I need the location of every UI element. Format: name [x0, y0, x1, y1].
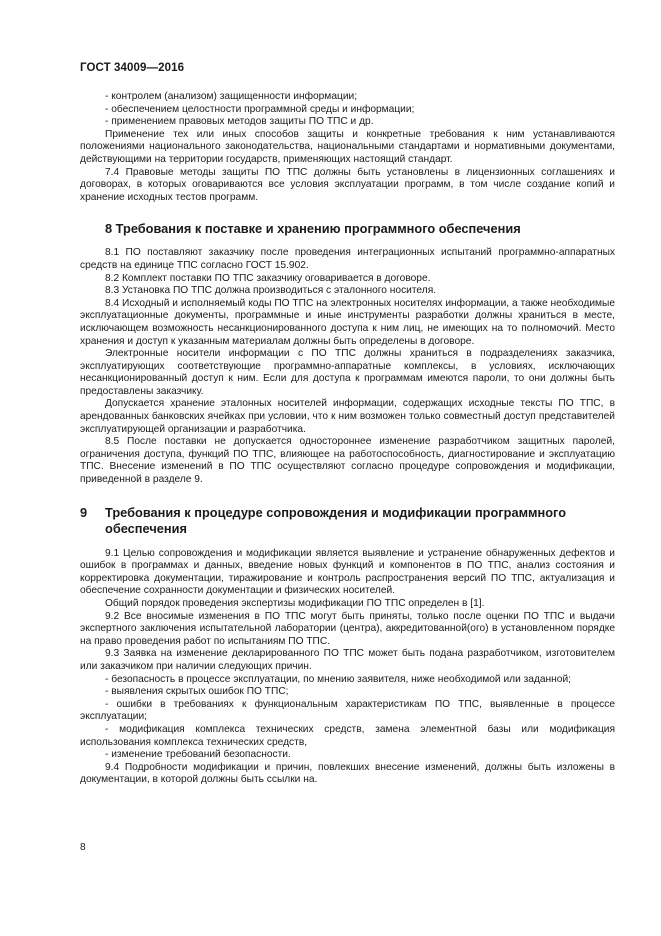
page-content [80, 91, 615, 787]
paragraph: 8.2 Комплект поставки ПО ТПС заказчику оговаривается в договоре. [105, 272, 431, 284]
section-8-heading: 8 Требования к поставке и хранению программного обеспечения [105, 221, 521, 237]
paragraph: 8.3 Установка ПО ТПС должна производиться с эталонного носителя. [105, 285, 437, 297]
page-number: 8 [80, 842, 86, 853]
list-item: - изменение требований безопасности. [105, 749, 291, 761]
paragraph: Применение тех или иных способов защиты и конкретные требования к ним устанавливаются положениями национального законодательства, национальными стандартами и нормативными документами, действующими на территории государств, применяющих настоящий стандарт. [80, 128, 615, 165]
paragraph: - обеспечением целостности программной среды и информации; [105, 103, 415, 115]
paragraph: 8.4 Исходный и исполняемый коды ПО ТПС на электронных носителях информации, а также необходимые эксплуатационные документы, программные и иные инструменты разработки должны храниться в месте, исключающем возможность несанкционированного доступа к ним лиц, не имеющих на то полномочий. Место хранения и доступ к указанным материалам должны быть определены в договоре. [80, 297, 615, 347]
list-item: - безопасность в процессе эксплуатации, по мнению заявителя, ниже необходимой или заданной; [105, 673, 571, 685]
section-9-title: Требования к процедуре сопровождения и модификации программного обеспечения [105, 504, 567, 536]
list-item: - модификация комплекса технических средств, замена элементной базы или модификация использования комплекса технических средств, [80, 723, 615, 748]
paragraph: 8.5 После поставки не допускается одностороннее изменение разработчиком защитных паролей, ограничения доступа, функций ПО ТПС, влияющее на работоспособность, диагностирование и эксплуатацию ТПС. Внесение изменений в ПО ТПС осуществляют согласно процедуре сопровождения и модификации, приведенной в разделе 9. [80, 436, 615, 486]
paragraph: 9.2 Все вносимые изменения в ПО ТПС могут быть приняты, только после оценки ПО ТПС и выдачи экспертного заключения испытательной лаборатории (центра), аккредитованной(ого) в установленном порядке на право проведения работ по испытаниям ПО ТПС. [80, 610, 615, 647]
paragraph: - контролем (анализом) защищенности информации; [105, 91, 358, 102]
paragraph: 9.1 Целью сопровождения и модификации является выявление и устранение обнаруженных дефектов и ошибок в программах и данных, введение новых функций и компонентов в ПО ТПС, анализ состояния и корректировка документации, тиражирование и контроль распространения версий ПО ТПС, актуализация и обеспечение сохранности документации и физических носителей. [80, 547, 615, 597]
list-item: - ошибки в требованиях к функциональным характеристикам ПО ТПС, выявленные в процессе эксплуатации; [80, 698, 615, 723]
section-9-number: 9 [80, 504, 88, 520]
paragraph: Общий порядок проведения экспертизы модификации ПО ТПС определен в [1]. [105, 598, 485, 609]
paragraph: - применением правовых методов защиты ПО ТПС и др. [105, 116, 374, 128]
paragraph: 9.3 Заявка на изменение декларированного ПО ТПС может быть подана разработчиком, изготовителем или заказчиком при наличии следующих причин. [80, 648, 615, 672]
paragraph: 7.4 Правовые методы защиты ПО ТПС должны быть установлены в лицензионных соглашениях и договорах, в которых оговариваются все условия эксплуатации программ, в том числе создание копий и хранение исходных тестов программ. [80, 166, 615, 203]
paragraph: 9.4 Подробности модификации и причин, повлекших внесение изменений, должны быть изложены в документации, в которой должны быть ссылки на. [80, 761, 615, 786]
section-9-heading [80, 505, 615, 537]
list-item: - выявления скрытых ошибок ПО ТПС; [105, 686, 289, 698]
page-header: ГОСТ 34009—2016 [80, 62, 185, 74]
paragraph: Электронные носители информации с ПО ТПС должны храниться в подразделениях заказчика, эксплуатирующих соответствующие программно-аппаратные комплексы, в условиях, исключающих несанкционированный доступ к ним. Если для доступа к программам имеются пароли, то они должны быть предоставлены заказчику. [80, 348, 615, 397]
paragraph: Допускается хранение эталонных носителей информации, содержащих исходные тексты ПО ТПС, в арендованных банковских ячейках при условии, что к ним возможен только совместный доступ представителей эксплуатирующей организации и разработчика. [80, 398, 615, 435]
paragraph: 8.1 ПО поставляют заказчику после проведения интеграционных испытаний программно-аппаратных средств на единице ТПС согласно ГОСТ 15.902. [80, 247, 615, 271]
